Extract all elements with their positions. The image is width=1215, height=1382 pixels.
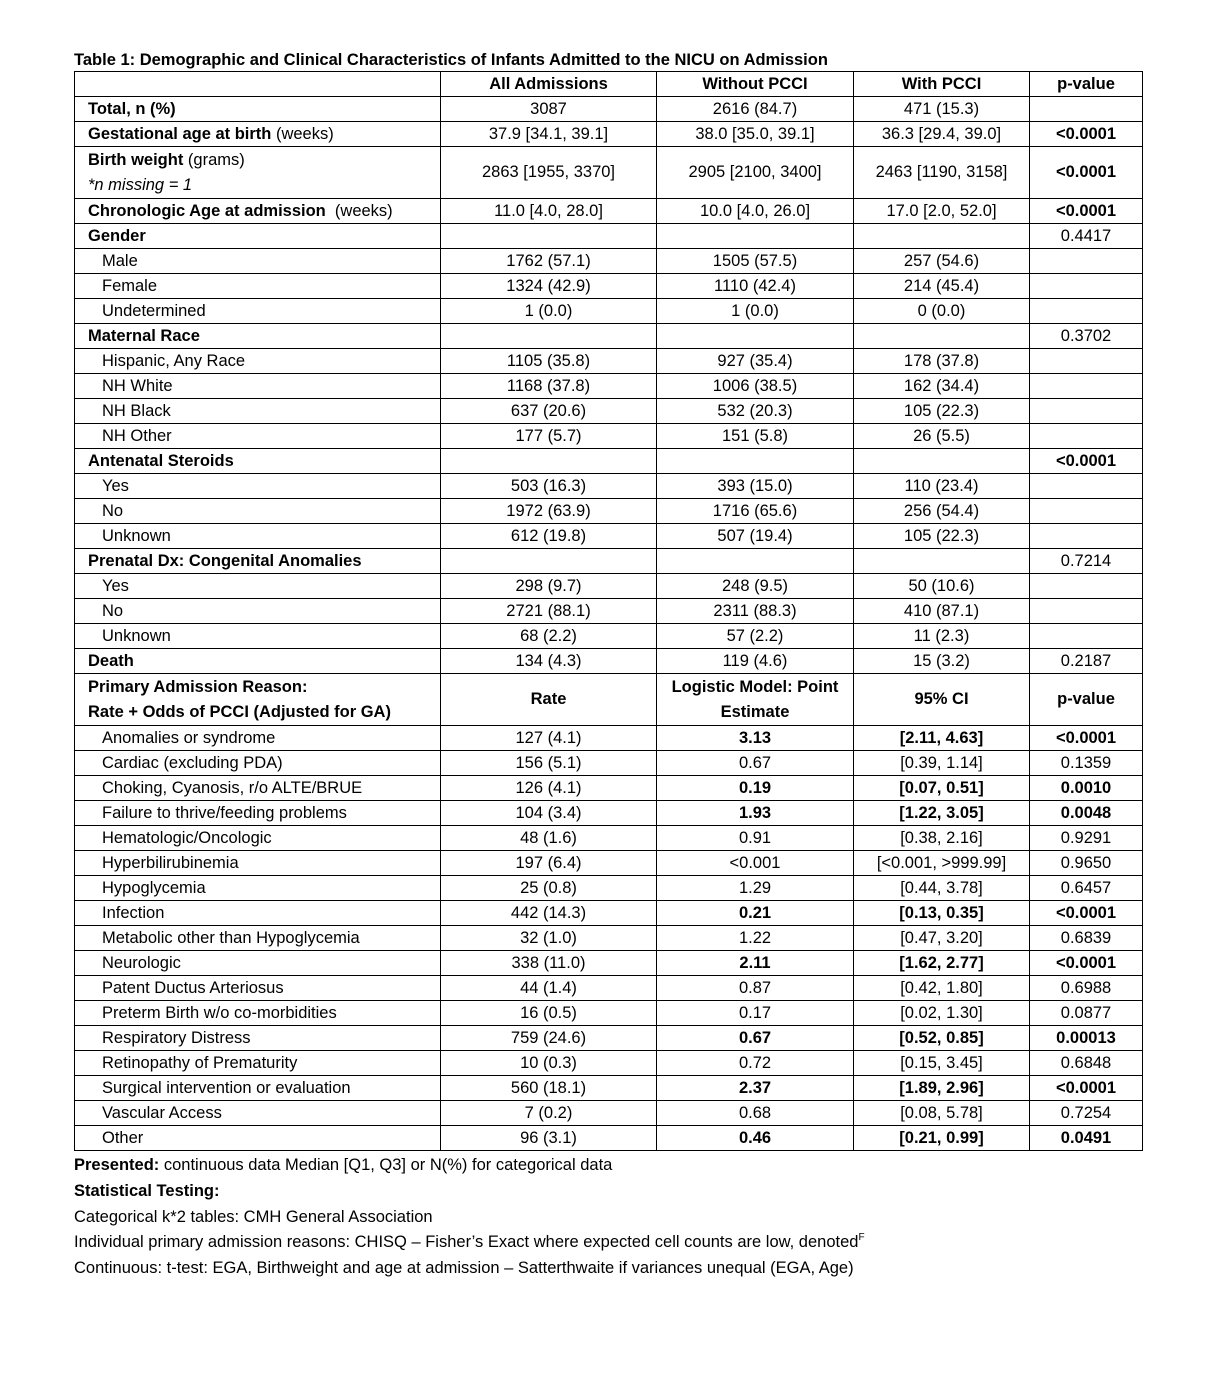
table-cell: 759 (24.6) xyxy=(441,1026,657,1051)
table-cell: 177 (5.7) xyxy=(441,424,657,449)
row-label-main: Prenatal Dx: Congenital Anomalies xyxy=(88,552,362,570)
table-cell: 2905 [2100, 3400] xyxy=(657,147,854,199)
table-cell: 248 (9.5) xyxy=(657,574,854,599)
table-cell: 2.11 xyxy=(657,951,854,976)
table-cell: 0.91 xyxy=(657,826,854,851)
note-presented xyxy=(74,1153,1142,1179)
table-row xyxy=(75,926,1143,951)
table-cell: 104 (3.4) xyxy=(441,801,657,826)
table-cell: 503 (16.3) xyxy=(441,474,657,499)
row-label: Anomalies or syndrome xyxy=(75,726,441,751)
table-cell xyxy=(441,224,657,249)
section-header-cell: Rate xyxy=(441,674,657,726)
table-row xyxy=(75,751,1143,776)
table-cell xyxy=(441,324,657,349)
table-cell: <0.001 xyxy=(657,851,854,876)
note-categorical: Categorical k*2 tables: CMH General Association xyxy=(74,1207,433,1226)
table-row xyxy=(75,199,1143,224)
table-cell: 0.2187 xyxy=(1030,649,1143,674)
row-label-unit: (grams) xyxy=(183,150,245,169)
table-cell: [2.11, 4.63] xyxy=(854,726,1030,751)
table-cell xyxy=(854,224,1030,249)
table-cell xyxy=(1030,624,1143,649)
row-label: Female xyxy=(75,274,441,299)
table-cell: 48 (1.6) xyxy=(441,826,657,851)
table-cell: 1168 (37.8) xyxy=(441,374,657,399)
table-cell xyxy=(1030,299,1143,324)
table-row xyxy=(75,474,1143,499)
table-cell: <0.0001 xyxy=(1030,726,1143,751)
table-row xyxy=(75,901,1143,926)
table-cell: 0.3702 xyxy=(1030,324,1143,349)
table-row xyxy=(75,374,1143,399)
table-cell: 257 (54.6) xyxy=(854,249,1030,274)
row-label: Failure to thrive/feeding problems xyxy=(75,801,441,826)
table-row xyxy=(75,549,1143,574)
table-cell: 0.87 xyxy=(657,976,854,1001)
table-cell: 0.68 xyxy=(657,1101,854,1126)
table-cell: 338 (11.0) xyxy=(441,951,657,976)
table-cell: 17.0 [2.0, 52.0] xyxy=(854,199,1030,224)
table-row xyxy=(75,1001,1143,1026)
table-row xyxy=(75,951,1143,976)
row-label: Respiratory Distress xyxy=(75,1026,441,1051)
row-label xyxy=(75,199,441,224)
table-cell: <0.0001 xyxy=(1030,199,1143,224)
table-row xyxy=(75,674,1143,726)
section-header-cell: Logistic Model: Point Estimate xyxy=(657,674,854,726)
table-cell: <0.0001 xyxy=(1030,449,1143,474)
table-cell: 2616 (84.7) xyxy=(657,97,854,122)
table-cell: 256 (54.4) xyxy=(854,499,1030,524)
table-cell xyxy=(1030,349,1143,374)
table-cell: 2463 [1190, 3158] xyxy=(854,147,1030,199)
row-label: Infection xyxy=(75,901,441,926)
table-cell: 442 (14.3) xyxy=(441,901,657,926)
table-cell xyxy=(1030,499,1143,524)
table-cell: 1972 (63.9) xyxy=(441,499,657,524)
row-label: Retinopathy of Prematurity xyxy=(75,1051,441,1076)
section-header-cell: p-value xyxy=(1030,674,1143,726)
table-cell xyxy=(1030,424,1143,449)
row-label: NH White xyxy=(75,374,441,399)
row-label xyxy=(75,449,441,474)
table-cell: 1006 (38.5) xyxy=(657,374,854,399)
row-label: Yes xyxy=(75,574,441,599)
table-cell xyxy=(854,549,1030,574)
table-cell: [0.42, 1.80] xyxy=(854,976,1030,1001)
row-label-note: *n missing = 1 xyxy=(88,175,193,194)
table-row xyxy=(75,851,1143,876)
row-label: Unknown xyxy=(75,624,441,649)
table-cell: 1105 (35.8) xyxy=(441,349,657,374)
row-label: NH Black xyxy=(75,399,441,424)
table-cell: 126 (4.1) xyxy=(441,776,657,801)
table-caption: Table 1: Demographic and Clinical Characteristics of Infants Admitted to the NICU on Admission xyxy=(74,51,828,69)
table-cell xyxy=(854,324,1030,349)
table-cell: 0.7254 xyxy=(1030,1101,1143,1126)
table-cell: <0.0001 xyxy=(1030,901,1143,926)
table-cell: [1.62, 2.77] xyxy=(854,951,1030,976)
table-cell xyxy=(1030,599,1143,624)
table-cell: 25 (0.8) xyxy=(441,876,657,901)
table-row xyxy=(75,1126,1143,1151)
table-cell: [0.07, 0.51] xyxy=(854,776,1030,801)
table-cell: 0.67 xyxy=(657,1026,854,1051)
table-cell: 44 (1.4) xyxy=(441,976,657,1001)
document-page xyxy=(74,49,1142,1282)
table-cell: 0.7214 xyxy=(1030,549,1143,574)
table-header-row xyxy=(75,72,1143,97)
table-cell: 0.0877 xyxy=(1030,1001,1143,1026)
table-cell: 0.4417 xyxy=(1030,224,1143,249)
table-cell: 151 (5.8) xyxy=(657,424,854,449)
table-row xyxy=(75,599,1143,624)
table-row xyxy=(75,574,1143,599)
table-cell xyxy=(1030,524,1143,549)
table-cell: 0.46 xyxy=(657,1126,854,1151)
table-cell: 11 (2.3) xyxy=(854,624,1030,649)
table-cell xyxy=(1030,374,1143,399)
row-label-main: Total, n (%) xyxy=(88,100,176,118)
table-cell: 507 (19.4) xyxy=(657,524,854,549)
table-cell: 393 (15.0) xyxy=(657,474,854,499)
table-cell: 0.72 xyxy=(657,1051,854,1076)
table-cell xyxy=(1030,274,1143,299)
table-row xyxy=(75,1076,1143,1101)
table-row xyxy=(75,499,1143,524)
table-cell xyxy=(1030,97,1143,122)
table-cell: 134 (4.3) xyxy=(441,649,657,674)
table-cell: <0.0001 xyxy=(1030,122,1143,147)
table-cell: 1762 (57.1) xyxy=(441,249,657,274)
note-presented-text: continuous data Median [Q1, Q3] or N(%) for categorical data xyxy=(159,1156,613,1174)
table-cell: 1 (0.0) xyxy=(657,299,854,324)
table-cell: [0.08, 5.78] xyxy=(854,1101,1030,1126)
note-testing-label: Statistical Testing: xyxy=(74,1181,220,1200)
table-row xyxy=(75,274,1143,299)
table-cell: 0.67 xyxy=(657,751,854,776)
table-row xyxy=(75,801,1143,826)
table-cell: 1505 (57.5) xyxy=(657,249,854,274)
table-cell xyxy=(657,449,854,474)
table-cell: <0.0001 xyxy=(1030,1076,1143,1101)
table-cell: 0.1359 xyxy=(1030,751,1143,776)
row-label-main: Gestational age at birth xyxy=(88,125,272,143)
row-label xyxy=(75,97,441,122)
row-label: Yes xyxy=(75,474,441,499)
table-cell: 0.19 xyxy=(657,776,854,801)
table-cell xyxy=(1030,574,1143,599)
table-cell: 37.9 [34.1, 39.1] xyxy=(441,122,657,147)
table-cell: 637 (20.6) xyxy=(441,399,657,424)
table-row xyxy=(75,826,1143,851)
characteristics-table xyxy=(74,71,1143,1151)
table-row xyxy=(75,324,1143,349)
table-cell: 197 (6.4) xyxy=(441,851,657,876)
table-cell: 105 (22.3) xyxy=(854,399,1030,424)
row-label-main: Gender xyxy=(88,227,146,245)
header-cell: Without PCCI xyxy=(657,72,854,97)
table-cell: 16 (0.5) xyxy=(441,1001,657,1026)
row-label xyxy=(75,324,441,349)
row-label-main: Birth weight xyxy=(88,150,184,169)
table-cell: 36.3 [29.4, 39.0] xyxy=(854,122,1030,147)
row-label: NH Other xyxy=(75,424,441,449)
header-cell: All Admissions xyxy=(441,72,657,97)
table-cell: 2311 (88.3) xyxy=(657,599,854,624)
table-cell: 57 (2.2) xyxy=(657,624,854,649)
table-row xyxy=(75,1026,1143,1051)
header-cell: With PCCI xyxy=(854,72,1030,97)
table-cell: 11.0 [4.0, 28.0] xyxy=(441,199,657,224)
table-cell: 0.9291 xyxy=(1030,826,1143,851)
note-individual-text: Individual primary admission reasons: CHISQ – Fisher’s Exact where expected cell counts are low, denoted xyxy=(74,1233,859,1252)
row-label: Patent Ductus Arteriosus xyxy=(75,976,441,1001)
row-label: Choking, Cyanosis, r/o ALTE/BRUE xyxy=(75,776,441,801)
table-cell: 298 (9.7) xyxy=(441,574,657,599)
row-label: Cardiac (excluding PDA) xyxy=(75,751,441,776)
table-cell: [0.39, 1.14] xyxy=(854,751,1030,776)
row-label: Surgical intervention or evaluation xyxy=(75,1076,441,1101)
table-row xyxy=(75,1101,1143,1126)
table-cell: [0.44, 3.78] xyxy=(854,876,1030,901)
table-cell: 50 (10.6) xyxy=(854,574,1030,599)
table-cell: 15 (3.2) xyxy=(854,649,1030,674)
table-cell: 1324 (42.9) xyxy=(441,274,657,299)
table-cell: 0.00013 xyxy=(1030,1026,1143,1051)
table-cell: 471 (15.3) xyxy=(854,97,1030,122)
table-cell: 3087 xyxy=(441,97,657,122)
table-cell: 410 (87.1) xyxy=(854,599,1030,624)
table-row xyxy=(75,349,1143,374)
table-row xyxy=(75,299,1143,324)
table-cell: 0.0010 xyxy=(1030,776,1143,801)
row-label xyxy=(75,147,441,199)
table-row xyxy=(75,122,1143,147)
table-row xyxy=(75,147,1143,199)
table-cell: 0.6457 xyxy=(1030,876,1143,901)
table-cell: [0.02, 1.30] xyxy=(854,1001,1030,1026)
table-cell: 0.6839 xyxy=(1030,926,1143,951)
table-row xyxy=(75,399,1143,424)
table-cell: 68 (2.2) xyxy=(441,624,657,649)
table-cell: 0.6988 xyxy=(1030,976,1143,1001)
table-cell: <0.0001 xyxy=(1030,147,1143,199)
table-cell: 0 (0.0) xyxy=(854,299,1030,324)
table-cell: 3.13 xyxy=(657,726,854,751)
table-row xyxy=(75,1051,1143,1076)
table-cell xyxy=(1030,474,1143,499)
table-cell: 26 (5.5) xyxy=(854,424,1030,449)
note-presented-label: Presented: xyxy=(74,1156,160,1174)
header-cell: p-value xyxy=(1030,72,1143,97)
table-cell: [0.47, 3.20] xyxy=(854,926,1030,951)
table-row xyxy=(75,97,1143,122)
table-cell xyxy=(441,549,657,574)
table-cell: [0.15, 3.45] xyxy=(854,1051,1030,1076)
row-label xyxy=(75,549,441,574)
row-label: Undetermined xyxy=(75,299,441,324)
table-cell: 1716 (65.6) xyxy=(657,499,854,524)
row-label: Unknown xyxy=(75,524,441,549)
row-label-line xyxy=(88,148,438,173)
table-cell: 2.37 xyxy=(657,1076,854,1101)
table-body xyxy=(75,97,1143,1151)
row-label: Hematologic/Oncologic xyxy=(75,826,441,851)
table-cell: 0.6848 xyxy=(1030,1051,1143,1076)
row-label-unit: (weeks) xyxy=(325,202,393,220)
table-cell: 162 (34.4) xyxy=(854,374,1030,399)
table-row xyxy=(75,449,1143,474)
table-row xyxy=(75,876,1143,901)
table-cell: 127 (4.1) xyxy=(441,726,657,751)
table-cell: <0.0001 xyxy=(1030,951,1143,976)
table-cell xyxy=(1030,399,1143,424)
table-cell: 2863 [1955, 3370] xyxy=(441,147,657,199)
table-cell xyxy=(441,449,657,474)
table-cell: 532 (20.3) xyxy=(657,399,854,424)
table-notes xyxy=(74,1153,1142,1282)
row-label: Neurologic xyxy=(75,951,441,976)
table-cell: 0.9650 xyxy=(1030,851,1143,876)
table-cell: 7 (0.2) xyxy=(441,1101,657,1126)
row-label: Hyperbilirubinemia xyxy=(75,851,441,876)
section-header-cell: 95% CI xyxy=(854,674,1030,726)
table-cell: 10.0 [4.0, 26.0] xyxy=(657,199,854,224)
table-cell: 105 (22.3) xyxy=(854,524,1030,549)
row-label xyxy=(75,224,441,249)
row-label-main: Death xyxy=(88,652,134,670)
row-label: Preterm Birth w/o co-morbidities xyxy=(75,1001,441,1026)
table-cell: 0.21 xyxy=(657,901,854,926)
table-row xyxy=(75,224,1143,249)
table-cell: 612 (19.8) xyxy=(441,524,657,549)
row-label: No xyxy=(75,499,441,524)
table-row xyxy=(75,649,1143,674)
table-cell: [0.21, 0.99] xyxy=(854,1126,1030,1151)
table-row xyxy=(75,976,1143,1001)
row-label-main: Chronologic Age at admission xyxy=(88,202,326,220)
table-cell: 1.22 xyxy=(657,926,854,951)
header-cell xyxy=(75,72,441,97)
table-row xyxy=(75,249,1143,274)
row-label xyxy=(75,122,441,147)
note-individual xyxy=(74,1230,1142,1256)
table-cell xyxy=(657,549,854,574)
table-cell: 110 (23.4) xyxy=(854,474,1030,499)
section-header-line: Primary Admission Reason: xyxy=(88,677,308,696)
table-cell xyxy=(657,324,854,349)
table-cell: 927 (35.4) xyxy=(657,349,854,374)
row-label-main: Maternal Race xyxy=(88,327,200,345)
table-row xyxy=(75,726,1143,751)
table-row xyxy=(75,776,1143,801)
table-cell: 1.93 xyxy=(657,801,854,826)
table-row xyxy=(75,624,1143,649)
table-cell: [0.13, 0.35] xyxy=(854,901,1030,926)
table-cell: 178 (37.8) xyxy=(854,349,1030,374)
row-label-unit: (weeks) xyxy=(271,125,334,143)
row-label: Male xyxy=(75,249,441,274)
table-cell: [0.38, 2.16] xyxy=(854,826,1030,851)
table-cell: 38.0 [35.0, 39.1] xyxy=(657,122,854,147)
table-cell: 560 (18.1) xyxy=(441,1076,657,1101)
row-label xyxy=(75,649,441,674)
table-cell: 1110 (42.4) xyxy=(657,274,854,299)
table-cell: 0.17 xyxy=(657,1001,854,1026)
table-cell: [1.22, 3.05] xyxy=(854,801,1030,826)
table-cell: 10 (0.3) xyxy=(441,1051,657,1076)
table-cell: 214 (45.4) xyxy=(854,274,1030,299)
note-individual-superscript: F xyxy=(858,1232,865,1244)
table-cell: [1.89, 2.96] xyxy=(854,1076,1030,1101)
row-label: Hispanic, Any Race xyxy=(75,349,441,374)
table-cell: 2721 (88.1) xyxy=(441,599,657,624)
table-cell: 119 (4.6) xyxy=(657,649,854,674)
row-label: Vascular Access xyxy=(75,1101,441,1126)
section-header-line: Rate + Odds of PCCI (Adjusted for GA) xyxy=(88,702,391,721)
row-label: No xyxy=(75,599,441,624)
table-cell: 0.0048 xyxy=(1030,801,1143,826)
table-row xyxy=(75,524,1143,549)
table-cell: [0.52, 0.85] xyxy=(854,1026,1030,1051)
table-cell xyxy=(657,224,854,249)
note-continuous: Continuous: t-test: EGA, Birthweight and age at admission – Satterthwaite if variances unequal (EGA, Age) xyxy=(74,1259,854,1278)
row-label: Metabolic other than Hypoglycemia xyxy=(75,926,441,951)
row-label-main: Antenatal Steroids xyxy=(88,452,234,470)
row-label: Hypoglycemia xyxy=(75,876,441,901)
table-cell: 1 (0.0) xyxy=(441,299,657,324)
table-cell xyxy=(854,449,1030,474)
section-header-label xyxy=(75,674,441,726)
table-cell: 1.29 xyxy=(657,876,854,901)
table-cell: [<0.001, >999.99] xyxy=(854,851,1030,876)
table-cell xyxy=(1030,249,1143,274)
table-cell: 156 (5.1) xyxy=(441,751,657,776)
table-cell: 0.0491 xyxy=(1030,1126,1143,1151)
table-cell: 32 (1.0) xyxy=(441,926,657,951)
table-cell: 96 (3.1) xyxy=(441,1126,657,1151)
row-label: Other xyxy=(75,1126,441,1151)
table-row xyxy=(75,424,1143,449)
